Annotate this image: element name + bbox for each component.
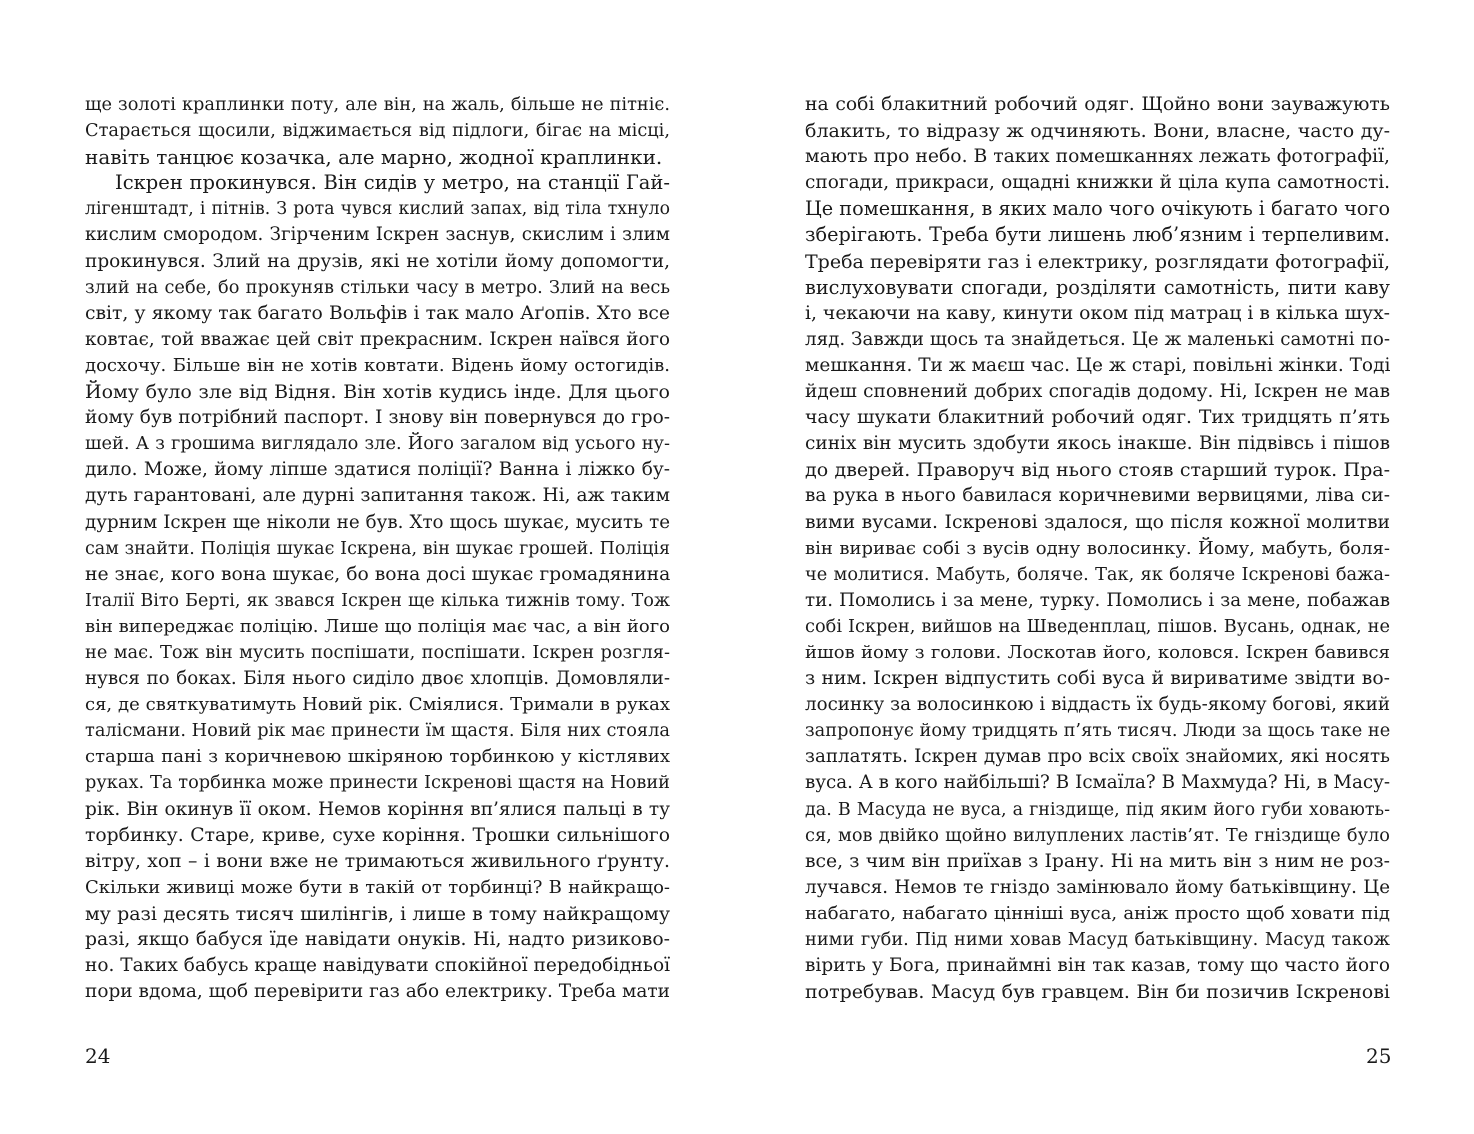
text-line: лігенштадт, і пітнів. З рота чувся кислий запах, від тіла тхнуло: [85, 199, 670, 220]
text-line: мешкання. Ти ж маєш час. Це ж старі, повільні жінки. Тоді: [805, 354, 1390, 376]
text-line: спогади, прикраси, ощадні книжки й ціла купа самотності.: [805, 172, 1390, 194]
text-line: злий на себе, бо прокуняв стільки часу в метро. Злий на весь: [85, 277, 670, 298]
text-line: ся, мов двійко щойно вилуплених ластів’ят. Те гніздище було: [805, 825, 1390, 846]
text-line: ляд. Завжди щось та знайдеться. Це ж маленькі самотні по-: [805, 328, 1390, 350]
text-line: дуть гарантовані, але дурні запитання також. Ні, аж таким: [85, 485, 670, 507]
text-line: старша пані з коричневою шкіряною торбинкою у кістлявих: [85, 746, 670, 768]
text-line: світ, у якому так багато Вольфів і так мало Аґопів. Хто все: [85, 302, 670, 324]
text-line: разі, якщо бабуся їде навідати онуків. Ні, надто ризиково-: [85, 929, 670, 950]
text-line: Старається щосили, віджимається від підлоги, бігає на місці,: [85, 121, 670, 142]
text-line: му разі десять тисяч шилінгів, і лише в тому найкращому: [85, 902, 670, 925]
left-page-number: 24: [85, 1044, 111, 1068]
text-line: Треба перевіряти газ і електрику, розглядати фотографії,: [805, 250, 1390, 273]
text-line: до дверей. Праворуч від нього стояв старший турок. Пра-: [805, 459, 1390, 482]
text-line: з ним. Іскрен відпустить собі вуса й вириватиме звідти во-: [805, 668, 1390, 690]
text-line: талісмани. Новий рік має принести їм щастя. Біля них стояла: [85, 721, 670, 742]
text-line: но. Таких бабусь краще навідувати спокійної передобідньої: [85, 955, 670, 977]
text-line: шей. А з грошима виглядало зле. Його загалом від усього ну-: [85, 434, 670, 455]
text-line: йдеш сповнений добрих спогадів додому. Ні, Іскрен не мав: [805, 381, 1390, 403]
text-line: Італії Віто Берті, як звався Іскрен ще кілька тижнів тому. Тож: [85, 590, 670, 611]
text-line: часу шукати блакитний робочий одяг. Тих тридцять п’ять: [805, 407, 1390, 429]
text-line: ще золоті краплинки поту, але він, на жаль, більше не пітніє.: [85, 95, 670, 115]
text-line: вуса. А в кого найбільші? В Ісмаїла? В Махмуда? Ні, в Масу-: [805, 772, 1390, 794]
text-line: руках. Та торбинка може принести Іскренові щастя на Новий: [85, 773, 670, 794]
text-line: ся, де святкуватимуть Новий рік. Сміялися. Тримали в руках: [85, 694, 670, 716]
text-line: Йому було зле від Відня. Він хотів кудись інде. Для цього: [85, 381, 670, 404]
text-line: лосинку за волосинкою і віддасть їх будь-якому богові, який: [805, 694, 1390, 716]
text-line: Це помешкання, в яких мало чого очікують і багато чого: [805, 197, 1390, 221]
text-line: кислим смородом. Згірченим Іскрен заснув, скислим і злим: [85, 224, 670, 246]
text-line: ти. Помолись і за мене, турку. Помолись і за мене, побажав: [805, 589, 1390, 611]
text-line: Іскрен прокинувся. Він сидів у метро, на станції Гай-: [115, 171, 670, 195]
left-page-text: [85, 92, 670, 1092]
text-line: сам знайти. Поліція шукає Іскрена, він шукає грошей. Поліція: [85, 538, 670, 559]
right-page-text: [805, 92, 1390, 1092]
text-line: собі Іскрен, вийшов на Шведенплац, пішов. Вусань, однак, не: [805, 616, 1390, 637]
text-line: прокинувся. Злий на друзів, які не хотіли йому допомогти,: [85, 250, 670, 272]
text-line: ва рука в нього бавилася коричневими вервицями, ліва си-: [805, 485, 1390, 507]
text-line: зберігають. Треба бути лишень люб’язним і терпеливим.: [805, 223, 1390, 247]
right-page-number: 25: [1366, 1044, 1392, 1068]
text-line: і, чекаючи на каву, кинути оком під матрац і в кілька шух-: [805, 302, 1390, 324]
text-line: нувся по боках. Біля нього сиділо двоє хлопців. Домовляли-: [85, 668, 670, 690]
text-line: йшов йому з голови. Лоскотав його, коловся. Іскрен бавився: [805, 641, 1390, 663]
text-line: лучався. Немов те гніздо замінювало йому батьківщину. Це: [805, 876, 1390, 898]
text-line: ковтає, той вважає цей світ прекрасним. Іскрен наївся його: [85, 328, 670, 350]
text-line: заплатять. Іскрен думав про всіх своїх знайомих, які носять: [805, 746, 1390, 768]
text-line: вислуховувати спогади, розділяти самотність, пити каву: [805, 275, 1390, 299]
text-line: рік. Він окинув її оком. Немов коріння вп’ялися пальці в ту: [85, 798, 670, 820]
text-line: йому був потрібний паспорт. І знову він повернувся до гро-: [85, 407, 670, 429]
text-line: да. В Масуда не вуса, а гніздище, під яким його губи ховають-: [805, 799, 1390, 820]
text-line: не знає, кого вона шукає, бо вона досі шукає громадянина: [85, 563, 670, 585]
text-line: він вириває собі з вусів одну волосинку. Йому, мабуть, боля-: [805, 537, 1390, 559]
text-line: вірить у Бога, принаймні він так казав, тому що часто його: [805, 955, 1390, 977]
text-line: Скільки живиці може бути в такій от торбинці? В найкращо-: [85, 876, 670, 898]
text-line: все, з чим він приїхав з Ірану. Ні на мить він з ним не роз-: [805, 850, 1390, 872]
text-line: потребував. Масуд був гравцем. Він би позичив Іскренові: [805, 981, 1390, 1004]
text-line: че молитися. Мабуть, боляче. Так, як боляче Іскренові бажа-: [805, 564, 1390, 585]
text-line: навіть танцює козачка, але марно, жодної краплинки.: [85, 145, 663, 170]
text-line: набагато, набагато цінніші вуса, аніж просто щоб ховати під: [805, 902, 1390, 924]
text-line: ними губи. Під ними ховав Масуд батьківщину. Масуд також: [805, 930, 1390, 950]
text-line: запропонує йому тридцять п’ять тисяч. Люди за щось таке не: [805, 721, 1390, 742]
text-line: мають про небо. В таких помешканнях лежать фотографії,: [805, 146, 1390, 168]
text-line: блакить, то відразу ж одчиняють. Вони, власне, часто ду-: [805, 120, 1390, 143]
text-line: синіх він мусить здобути якось інакше. Він підвівсь і пішов: [805, 433, 1390, 455]
text-line: не має. Тож він мусить поспішати, поспішати. Іскрен розгля-: [85, 642, 670, 663]
text-line: вими вусами. Іскренові здалося, що після кожної молитви: [805, 511, 1390, 533]
text-line: торбинку. Старе, криве, сухе коріння. Трошки сильнішого: [85, 824, 670, 846]
text-line: дурним Іскрен ще ніколи не був. Хто щось шукає, мусить те: [85, 511, 670, 533]
text-line: він випереджає поліцію. Лише що поліція має час, а він його: [85, 615, 670, 637]
text-line: на собі блакитний робочий одяг. Щойно вони зауважують: [805, 94, 1390, 115]
text-line: досхочу. Більше він не хотів ковтати. Відень йому остогидів.: [85, 354, 670, 376]
text-line: вітру, хоп – і вони вже не тримаються живильного ґрунту.: [85, 850, 670, 872]
text-line: пори вдома, щоб перевірити газ або електрику. Треба мати: [85, 981, 670, 1003]
text-line: дило. Може, йому ліпше здатися поліції? Ванна і ліжко бу-: [85, 459, 670, 481]
